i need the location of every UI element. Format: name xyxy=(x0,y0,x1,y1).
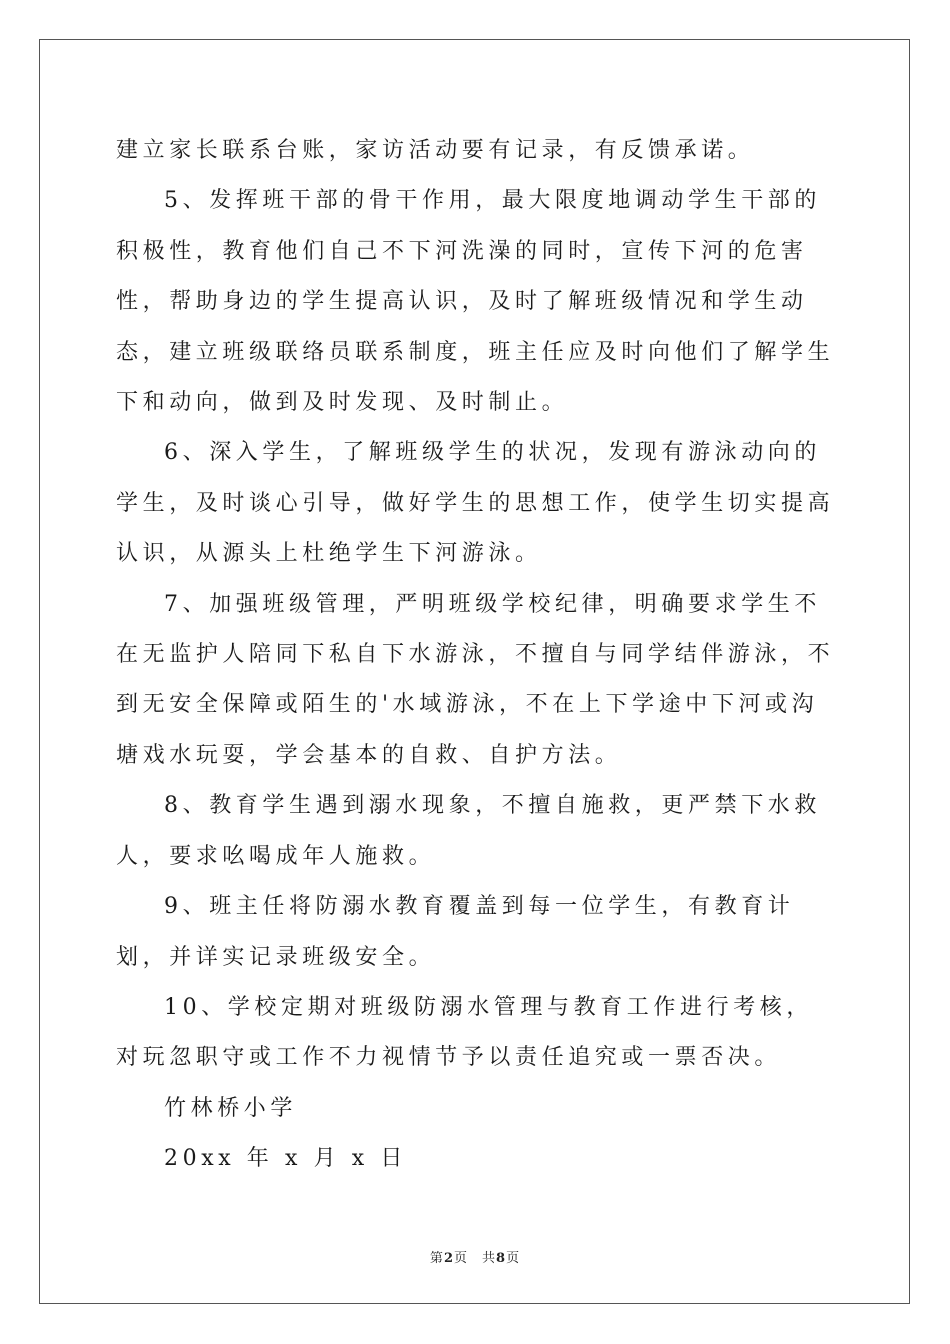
paragraph-item-10: 10、学校定期对班级防溺水管理与教育工作进行考核，对玩忽职守或工作不力视情节予以责任追究或一票否决。 xyxy=(116,994,813,1071)
signature-date: 20xx 年 x 月 x 日 xyxy=(164,1146,407,1172)
page-number: 2 xyxy=(443,1251,454,1266)
total-prefix: 共 xyxy=(482,1251,497,1266)
paragraph-item-8: 8、教育学生遇到溺水现象，不擅自施救，更严禁下水救人，要求吆喝成年人施救。 xyxy=(116,793,821,869)
page-suffix: 页 xyxy=(453,1251,468,1266)
page-footer xyxy=(0,1247,950,1266)
total-suffix: 页 xyxy=(506,1251,521,1266)
paragraph-item-6: 6、深入学生，了解班级学生的状况，发现有游泳动向的学生，及时谈心引导，做好学生的思想工作，使学生切实提高认识，从源头上杜绝学生下河游泳。 xyxy=(116,440,835,567)
document-body xyxy=(116,126,836,1185)
paragraph-continuation: 建立家长联系台账，家访活动要有记录，有反馈承诺。 xyxy=(116,138,755,163)
paragraph-item-9: 9、班主任将防溺水教育覆盖到每一位学生，有教育计划，并详实记录班级安全。 xyxy=(116,894,795,970)
page-prefix: 第 xyxy=(429,1251,444,1266)
paragraph-item-5: 5、发挥班干部的骨干作用，最大限度地调动学生干部的积极性，教育他们自己不下河洗澡的同时，宣传下河的危害性，帮助身边的学生提高认识，及时了解班级情况和学生动态，建立班级联络员联系制度，班主任应及时向他们了解学生下和动向，做到及时发现、及时制止。 xyxy=(116,188,835,416)
signature-school-name: 竹林桥小学 xyxy=(164,1095,298,1121)
total-pages: 8 xyxy=(496,1251,507,1266)
paragraph-item-7: 7、加强班级管理，严明班级学校纪律，明确要求学生不在无监护人陪同下私自下水游泳，不擅自与同学结伴游泳，不到无安全保障或陌生的'水域游泳，不在上下学途中下河或沟塘戏水玩耍，学会基本的自救、自护方法。 xyxy=(116,591,835,768)
